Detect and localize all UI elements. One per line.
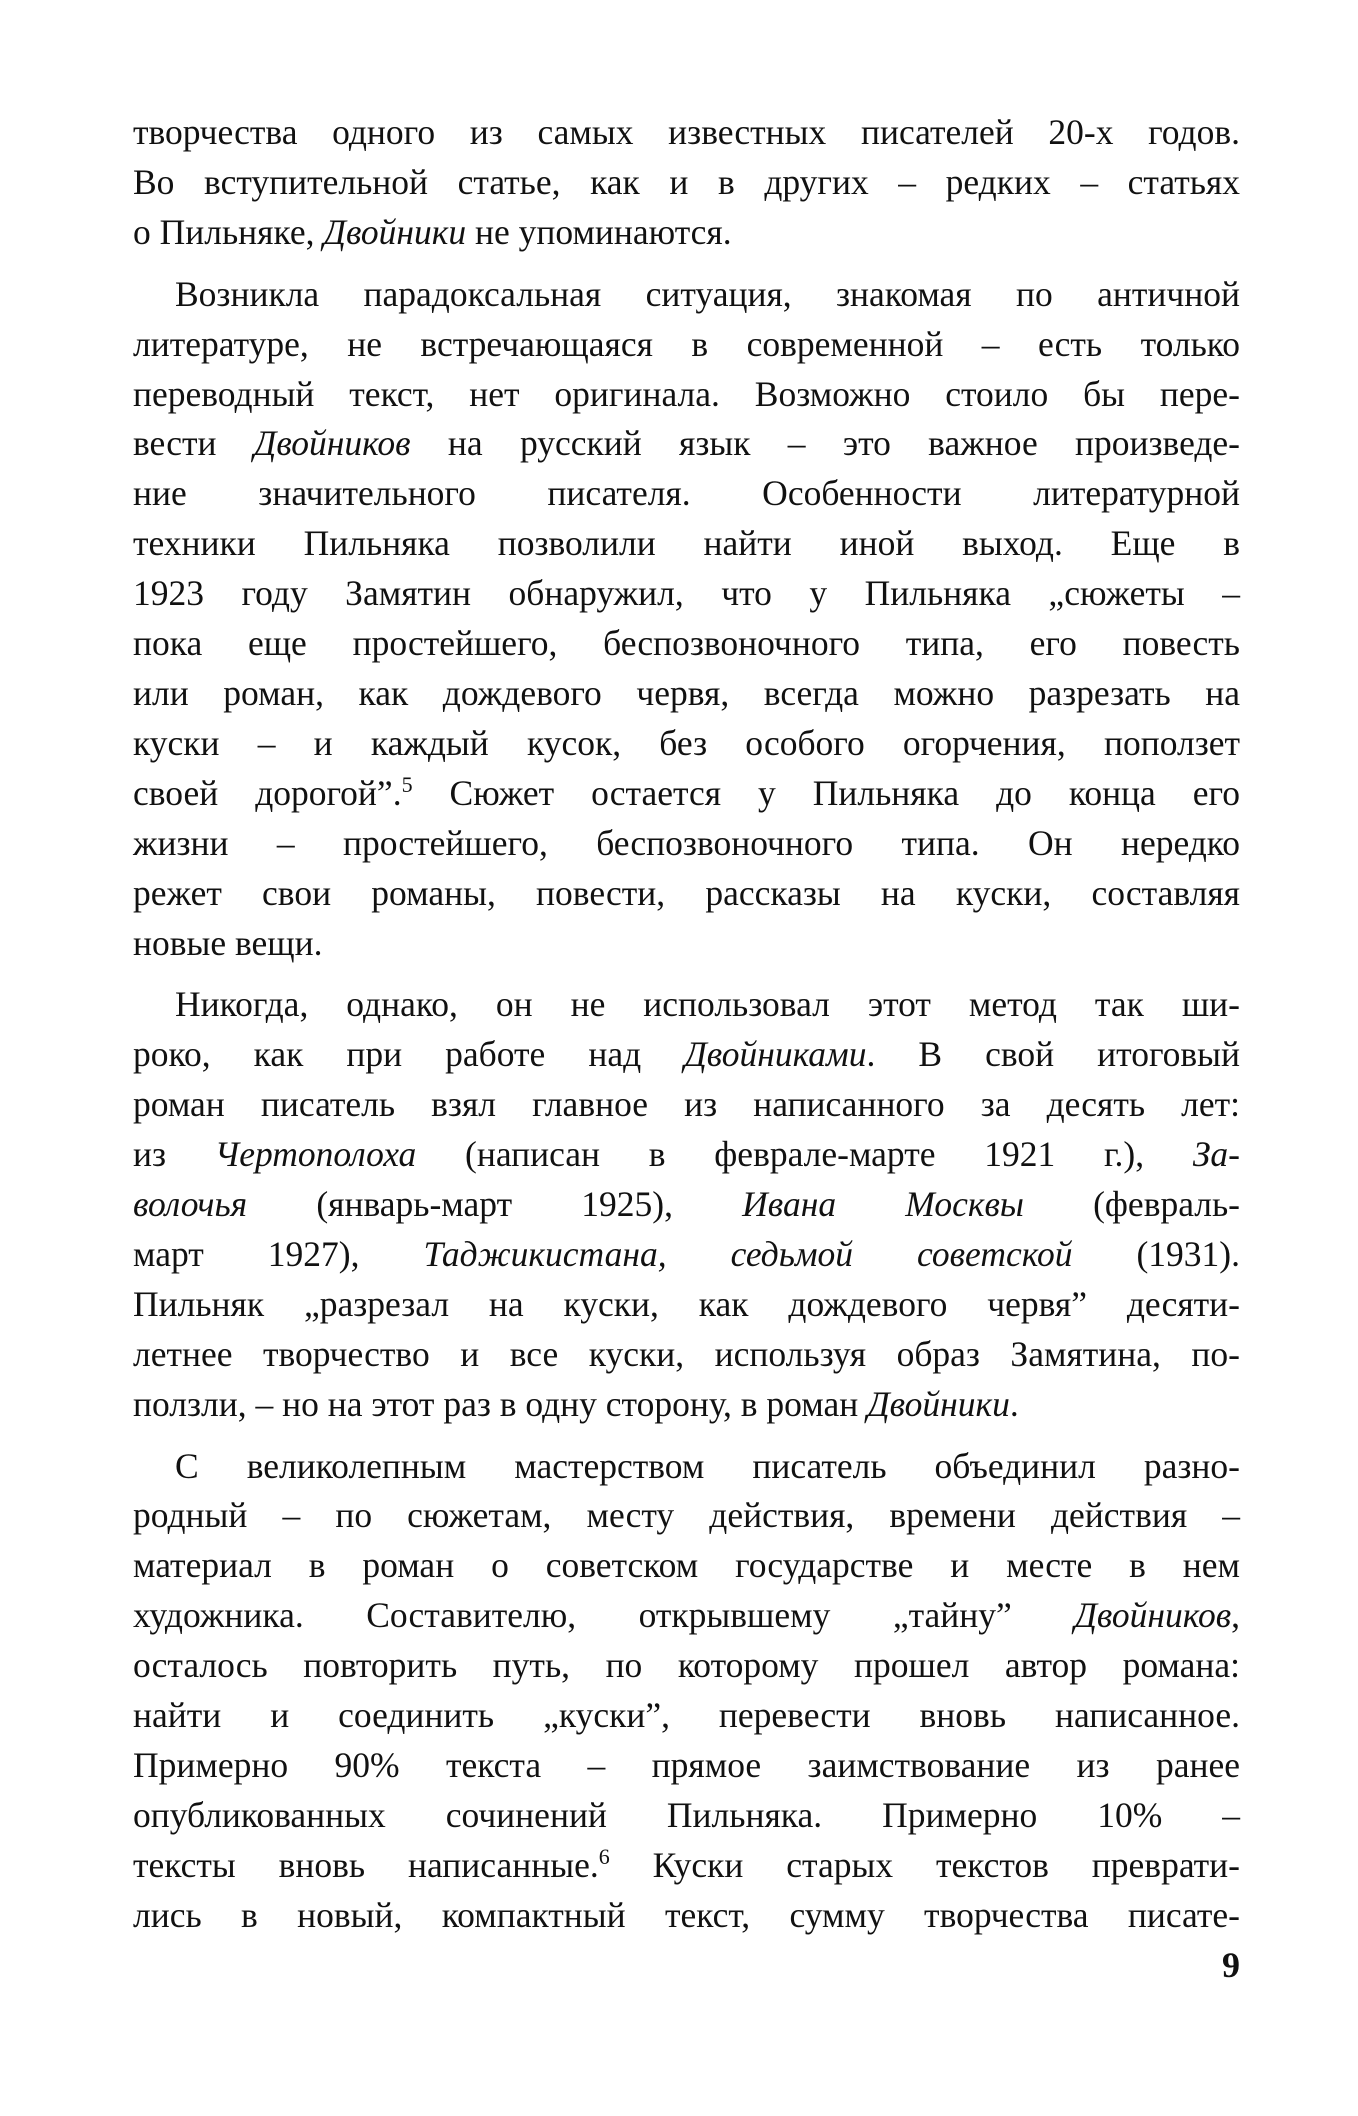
text-line bbox=[133, 1841, 1240, 1891]
text-segment: ползли, – но на этот раз в одну сторону, в роман bbox=[133, 1383, 868, 1424]
text-segment: летнее творчество и все куски, используя образ Замятина, по- bbox=[133, 1333, 1240, 1374]
italic-title: Ивана Москвы bbox=[742, 1184, 1024, 1225]
text-segment: литературе, не встречающаяся в современной – есть только bbox=[133, 323, 1240, 364]
text-line bbox=[133, 158, 1240, 208]
text-line bbox=[133, 619, 1240, 669]
text-segment: родный – по сюжетам, месту действия, времени действия – bbox=[133, 1495, 1240, 1536]
text-segment: осталось повторить путь, по которому прошел автор романа: bbox=[133, 1645, 1240, 1686]
text-line bbox=[133, 1330, 1240, 1380]
text-segment: на русский язык – это важное произведе- bbox=[410, 423, 1241, 464]
text-segment: своей дорогой”. bbox=[133, 772, 402, 813]
text-segment: март 1927), bbox=[133, 1233, 424, 1274]
italic-title: Таджикистана, седьмой советской bbox=[423, 1233, 1073, 1274]
italic-title: Чертополоха bbox=[214, 1134, 417, 1175]
text-segment: Сюжет остается у Пильняка до конца его bbox=[412, 772, 1240, 813]
italic-title: Двойниками bbox=[684, 1034, 867, 1075]
text-line bbox=[133, 1641, 1240, 1691]
text-line bbox=[133, 370, 1240, 420]
italic-title: Двойники bbox=[867, 1383, 1010, 1424]
text-line bbox=[133, 320, 1240, 370]
text-line bbox=[133, 1280, 1240, 1330]
text-segment: Примерно 90% текста – прямое заимствование из ранее bbox=[133, 1745, 1240, 1785]
text-segment: техники Пильняка позволили найти иной выход. Еще в bbox=[133, 523, 1240, 564]
text-line bbox=[133, 980, 1240, 1030]
text-segment: Во вступительной статье, как и в других – редких – статьях bbox=[133, 161, 1240, 202]
text-segment: о Пильняке, bbox=[133, 211, 324, 252]
text-line bbox=[133, 869, 1240, 919]
text-line bbox=[133, 469, 1240, 519]
text-line bbox=[133, 1380, 1240, 1430]
italic-title: волочья bbox=[133, 1184, 248, 1225]
text-line bbox=[133, 208, 1240, 258]
text-segment: режет свои романы, повести, рассказы на куски, составляя bbox=[133, 872, 1240, 913]
text-segment: художника. Составителю, открывшему „тайну” bbox=[133, 1595, 1075, 1636]
text-segment: . bbox=[1009, 1383, 1019, 1424]
text-line bbox=[133, 108, 1240, 158]
text-segment: . В свой итоговый bbox=[866, 1034, 1241, 1075]
text-line bbox=[133, 1442, 1240, 1492]
page-number: 9 bbox=[1222, 1945, 1240, 1985]
text-segment: (написан в феврале-марте 1921 г.), bbox=[416, 1134, 1193, 1175]
text-line bbox=[133, 719, 1240, 769]
text-line bbox=[133, 1230, 1240, 1280]
text-segment: 1923 году Замятин обнаружил, что у Пильняка „сюжеты – bbox=[133, 573, 1240, 614]
paragraph bbox=[133, 108, 1240, 258]
text-line bbox=[133, 1130, 1240, 1180]
text-line bbox=[133, 270, 1240, 320]
text-segment: тексты вновь написанные. bbox=[133, 1844, 599, 1885]
paragraph bbox=[133, 270, 1240, 969]
paragraph bbox=[133, 1442, 1240, 1941]
text-line bbox=[133, 1591, 1240, 1641]
text-segment: опубликованных сочинений Пильняка. Примерно 10% – bbox=[133, 1794, 1240, 1835]
text-segment: переводный текст, нет оригинала. Возможно стоило бы пере- bbox=[133, 373, 1240, 414]
italic-title: За- bbox=[1192, 1134, 1240, 1175]
paragraph bbox=[133, 980, 1240, 1429]
text-segment: материал в роман о советском государстве и месте в нем bbox=[133, 1545, 1240, 1586]
text-line bbox=[133, 1541, 1240, 1591]
text-line bbox=[133, 519, 1240, 569]
text-line bbox=[133, 819, 1240, 869]
text-segment: Куски старых текстов преврати- bbox=[609, 1844, 1240, 1885]
text-segment: найти и соединить „куски”, перевести вновь написанное. bbox=[133, 1695, 1240, 1736]
text-segment: (1931). bbox=[1072, 1233, 1240, 1274]
text-segment: роман писатель взял главное из написанного за десять лет: bbox=[133, 1084, 1240, 1125]
text-line bbox=[133, 1741, 1240, 1791]
text-segment: , bbox=[1231, 1595, 1240, 1636]
text-line bbox=[133, 1491, 1240, 1541]
text-segment: новые вещи. bbox=[133, 922, 323, 963]
text-segment: или роман, как дождевого червя, всегда можно разрезать на bbox=[133, 672, 1240, 713]
text-line bbox=[133, 1691, 1240, 1741]
text-segment: роко, как при работе над bbox=[133, 1034, 685, 1075]
text-segment: творчества одного из самых известных писателей 20-х годов. bbox=[133, 112, 1240, 152]
text-segment: С великолепным мастерством писатель объединил разно- bbox=[175, 1445, 1240, 1486]
text-line bbox=[133, 769, 1240, 819]
italic-title: Двойники bbox=[323, 211, 467, 252]
text-line bbox=[133, 419, 1240, 469]
text-segment: из bbox=[133, 1134, 215, 1175]
text-segment: не упоминаются. bbox=[466, 211, 732, 252]
text-segment: Пильняк „разрезал на куски, как дождевого червя” десяти- bbox=[133, 1283, 1240, 1324]
italic-title: Двойников bbox=[253, 423, 411, 464]
text-segment: куски – и каждый кусок, без особого огорчения, поползет bbox=[133, 722, 1240, 763]
text-segment: пока еще простейшего, беспозвоночного типа, его повесть bbox=[133, 623, 1240, 664]
text-line bbox=[133, 1180, 1240, 1230]
text-segment: лись в новый, компактный текст, сумму творчества писате- bbox=[133, 1894, 1240, 1935]
text-line bbox=[133, 669, 1240, 719]
page-body bbox=[133, 108, 1240, 1953]
text-line bbox=[133, 1030, 1240, 1080]
text-line bbox=[133, 919, 1240, 969]
text-segment: (февраль- bbox=[1023, 1184, 1241, 1225]
text-line bbox=[133, 569, 1240, 619]
text-segment: Возникла парадоксальная ситуация, знакомая по античной bbox=[175, 273, 1240, 314]
text-segment: ние значительного писателя. Особенности литературной bbox=[133, 473, 1240, 514]
footnote-marker: 6 bbox=[598, 1843, 610, 1869]
text-line bbox=[133, 1891, 1240, 1941]
footnote-marker: 5 bbox=[401, 771, 413, 797]
italic-title: Двойников bbox=[1074, 1595, 1232, 1636]
text-line bbox=[133, 1080, 1240, 1130]
text-segment: (январь-март 1925), bbox=[247, 1184, 743, 1225]
text-line bbox=[133, 1791, 1240, 1841]
text-segment: Никогда, однако, он не использовал этот метод так ши- bbox=[175, 984, 1240, 1025]
text-segment: вести bbox=[133, 423, 254, 464]
text-segment: жизни – простейшего, беспозвоночного типа. Он нередко bbox=[133, 822, 1240, 863]
